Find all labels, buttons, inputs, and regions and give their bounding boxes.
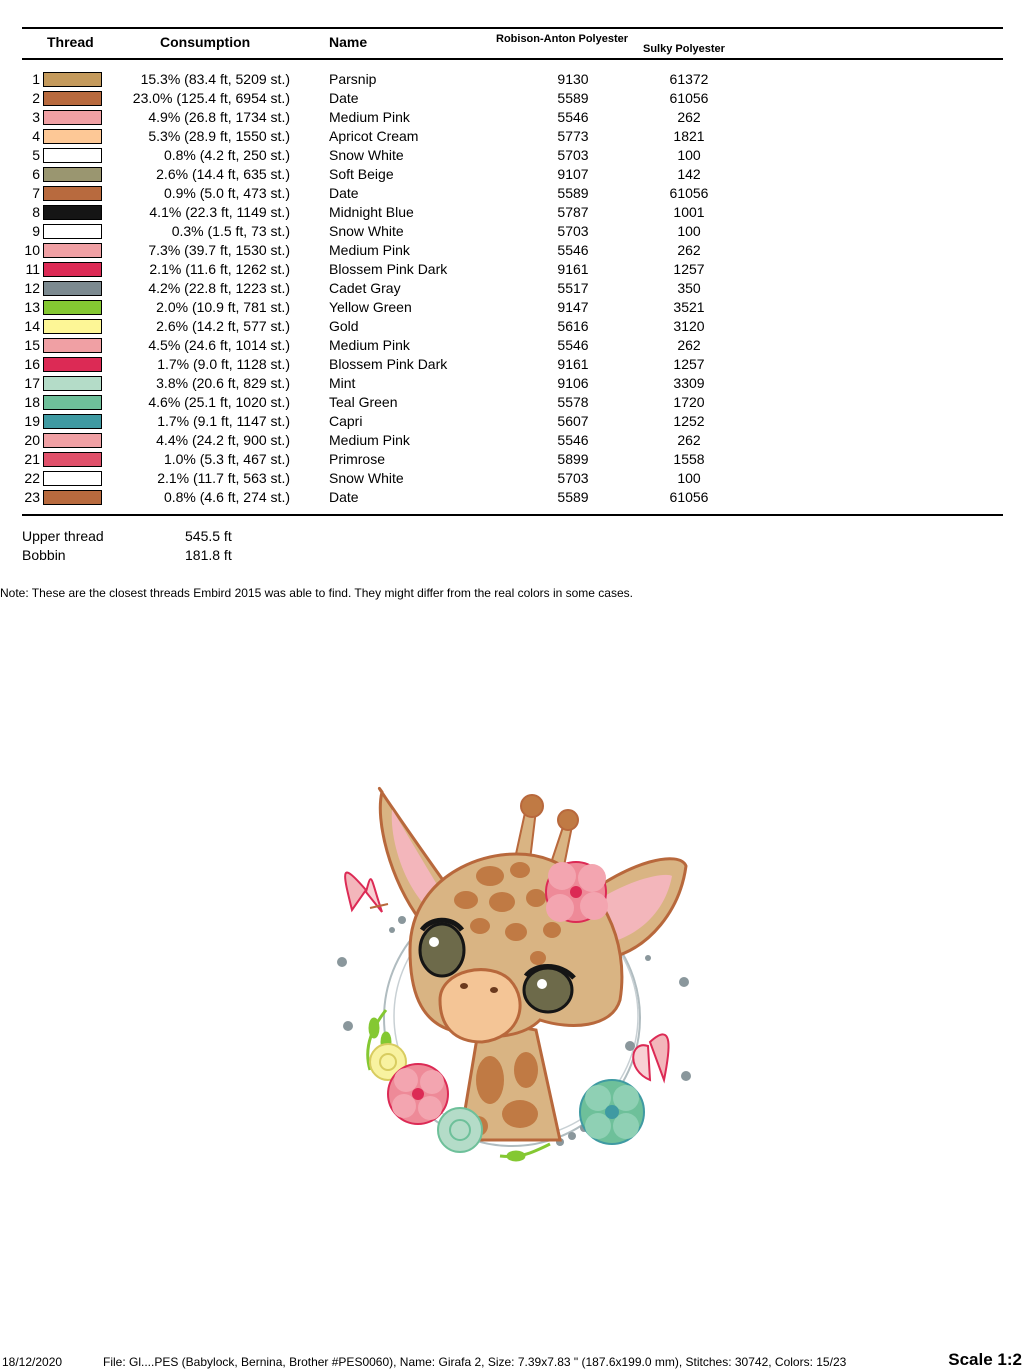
color-swatch: [43, 262, 102, 277]
row-name: Midnight Blue: [329, 204, 414, 220]
row-robison: 5616: [557, 318, 589, 334]
row-robison: 5546: [557, 432, 589, 448]
color-swatch: [43, 338, 102, 353]
row-name: Medium Pink: [329, 432, 410, 448]
right-eye: [524, 968, 572, 1012]
row-number: 21: [24, 451, 40, 467]
row-sulky: 262: [677, 109, 701, 125]
bobbin-value: 181.8 ft: [185, 547, 232, 563]
row-number: 9: [32, 223, 40, 239]
row-name: Snow White: [329, 223, 404, 239]
color-swatch: [43, 167, 102, 182]
color-swatch: [43, 72, 102, 87]
color-swatch: [43, 395, 102, 410]
row-name: Apricot Cream: [329, 128, 419, 144]
row-number: 3: [32, 109, 40, 125]
header-sulky: Sulky Polyester: [643, 43, 725, 55]
row-robison: 9106: [557, 375, 589, 391]
row-sulky: 262: [677, 242, 701, 258]
row-sulky: 1821: [673, 128, 705, 144]
row-robison: 5787: [557, 204, 589, 220]
color-swatch: [43, 471, 102, 486]
teal-flower: [580, 1080, 644, 1144]
row-name: Date: [329, 489, 359, 505]
row-robison: 9147: [557, 299, 589, 315]
row-name: Medium Pink: [329, 242, 410, 258]
row-robison: 9161: [557, 261, 589, 277]
color-swatch: [43, 319, 102, 334]
row-robison: 9161: [557, 356, 589, 372]
row-consumption: 4.4% (24.2 ft, 900 st.): [156, 432, 290, 448]
row-sulky: 1558: [673, 451, 705, 467]
row-name: Date: [329, 90, 359, 106]
table-top-rule: [22, 27, 1003, 29]
color-swatch: [43, 300, 102, 315]
row-robison: 5546: [557, 242, 589, 258]
table-bottom-rule: [22, 514, 1003, 516]
color-swatch: [43, 414, 102, 429]
right-eye-highlight: [537, 979, 547, 989]
color-swatch: [43, 281, 102, 296]
row-sulky: 3309: [673, 375, 705, 391]
row-sulky: 100: [677, 147, 701, 163]
row-robison: 5899: [557, 451, 589, 467]
color-swatch: [43, 243, 102, 258]
right-nostril: [490, 987, 498, 993]
row-number: 23: [24, 489, 40, 505]
row-consumption: 1.0% (5.3 ft, 467 st.): [163, 451, 290, 467]
row-name: Primrose: [329, 451, 386, 467]
row-sulky: 3521: [673, 299, 705, 315]
row-name: Cadet Gray: [329, 280, 401, 296]
row-robison: 9107: [557, 166, 589, 182]
row-number: 18: [24, 394, 40, 410]
row-name: Gold: [329, 318, 359, 334]
row-consumption: 23.0% (125.4 ft, 6954 st.): [132, 90, 290, 106]
row-robison: 5517: [557, 280, 589, 296]
bobbin-label: Bobbin: [22, 547, 66, 563]
table-header-rule: [22, 58, 1003, 60]
row-consumption: 2.6% (14.2 ft, 577 st.): [156, 318, 290, 334]
row-sulky: 1252: [673, 413, 705, 429]
mint-rose: [438, 1108, 482, 1152]
row-robison: 5703: [557, 147, 589, 163]
color-swatch: [43, 148, 102, 163]
row-consumption: 5.3% (28.9 ft, 1550 st.): [148, 128, 290, 144]
right-horn-tip: [558, 810, 578, 830]
row-sulky: 61056: [669, 90, 709, 106]
row-number: 13: [24, 299, 40, 315]
left-eye-highlight: [429, 937, 439, 947]
row-name: Parsnip: [329, 71, 377, 87]
row-sulky: 61372: [669, 71, 709, 87]
header-thread: Thread: [47, 34, 94, 50]
row-name: Snow White: [329, 147, 404, 163]
left-eye: [420, 924, 464, 976]
row-sulky: 3120: [673, 318, 705, 334]
row-consumption: 1.7% (9.1 ft, 1147 st.): [157, 413, 290, 429]
color-swatch: [43, 186, 102, 201]
left-butterfly: [345, 873, 388, 912]
row-consumption: 4.9% (26.8 ft, 1734 st.): [148, 109, 290, 125]
row-consumption: 1.7% (9.0 ft, 1128 st.): [157, 356, 290, 372]
row-robison: 5546: [557, 337, 589, 353]
row-sulky: 1257: [673, 261, 705, 277]
row-robison: 5703: [557, 223, 589, 239]
row-name: Soft Beige: [329, 166, 394, 182]
color-swatch: [43, 224, 102, 239]
upper-thread-value: 545.5 ft: [185, 528, 232, 544]
row-consumption: 4.5% (24.6 ft, 1014 st.): [148, 337, 290, 353]
row-name: Blossem Pink Dark: [329, 356, 448, 372]
row-name: Medium Pink: [329, 109, 410, 125]
row-robison: 5703: [557, 470, 589, 486]
row-number: 11: [25, 261, 40, 277]
row-robison: 5607: [557, 413, 589, 429]
row-number: 6: [32, 166, 40, 182]
pink-flower-bottom: [388, 1064, 448, 1124]
row-consumption: 2.6% (14.4 ft, 635 st.): [156, 166, 290, 182]
row-name: Teal Green: [329, 394, 398, 410]
row-number: 15: [24, 337, 40, 353]
row-number: 4: [32, 128, 40, 144]
row-consumption: 3.8% (20.6 ft, 829 st.): [156, 375, 290, 391]
row-consumption: 0.8% (4.6 ft, 274 st.): [163, 489, 290, 505]
row-number: 12: [24, 280, 40, 296]
header-name: Name: [329, 34, 368, 50]
row-sulky: 61056: [669, 489, 709, 505]
row-consumption: 0.8% (4.2 ft, 250 st.): [163, 147, 290, 163]
row-sulky: 1001: [673, 204, 705, 220]
color-swatch: [43, 433, 102, 448]
scale-label: Scale 1:2: [948, 1350, 1022, 1369]
row-number: 17: [24, 375, 40, 391]
color-swatch: [43, 91, 102, 106]
footer-file-info: File: Gl....PES (Babylock, Bernina, Brother #PES0060), Name: Girafa 2, Size: 7.39x7.83 " (187.6x199.0 mm), Stitches: 30742, Colors: 15/23: [103, 1355, 847, 1369]
row-number: 2: [32, 90, 40, 106]
row-number: 1: [32, 71, 40, 87]
row-sulky: 100: [677, 470, 701, 486]
row-sulky: 1257: [673, 356, 705, 372]
row-consumption: 2.1% (11.6 ft, 1262 st.): [149, 261, 290, 277]
disclaimer-note: Note: These are the closest threads Embird 2015 was able to find. They might differ from the real colors in some cases.: [0, 586, 633, 600]
row-sulky: 350: [677, 280, 701, 296]
left-horn-tip: [521, 795, 543, 817]
color-swatch: [43, 129, 102, 144]
row-consumption: 2.1% (11.7 ft, 563 st.): [157, 470, 290, 486]
color-swatch: [43, 357, 102, 372]
row-number: 22: [24, 470, 40, 486]
footer-date: 18/12/2020: [2, 1355, 63, 1369]
row-name: Capri: [329, 413, 363, 429]
row-consumption: 2.0% (10.9 ft, 781 st.): [156, 299, 290, 315]
row-consumption: 7.3% (39.7 ft, 1530 st.): [148, 242, 290, 258]
color-swatch: [43, 110, 102, 125]
row-name: Blossem Pink Dark: [329, 261, 448, 277]
left-nostril: [460, 983, 468, 989]
row-sulky: 61056: [669, 185, 709, 201]
row-name: Mint: [329, 375, 356, 391]
row-robison: 5589: [557, 185, 589, 201]
color-swatch: [43, 490, 102, 505]
color-swatch: [43, 205, 102, 220]
row-name: Medium Pink: [329, 337, 410, 353]
row-sulky: 262: [677, 337, 701, 353]
row-number: 14: [24, 318, 40, 334]
left-ear-inner: [392, 810, 438, 902]
row-consumption: 15.3% (83.4 ft, 5209 st.): [140, 71, 290, 87]
row-number: 5: [32, 147, 40, 163]
row-sulky: 262: [677, 432, 701, 448]
row-number: 16: [24, 356, 40, 372]
row-consumption: 0.3% (1.5 ft, 73 st.): [171, 223, 290, 239]
header-robison: Robison-Anton Polyester: [496, 33, 629, 45]
row-sulky: 142: [677, 166, 701, 182]
row-consumption: 0.9% (5.0 ft, 473 st.): [163, 185, 290, 201]
row-consumption: 4.1% (22.3 ft, 1149 st.): [149, 204, 290, 220]
row-number: 20: [24, 432, 40, 448]
head-flower: [546, 862, 608, 922]
row-number: 19: [24, 413, 40, 429]
row-robison: 5578: [557, 394, 589, 410]
row-number: 7: [32, 185, 40, 201]
row-name: Yellow Green: [329, 299, 412, 315]
row-robison: 5773: [557, 128, 589, 144]
color-swatch: [43, 376, 102, 391]
snout: [440, 970, 520, 1042]
row-sulky: 100: [677, 223, 701, 239]
embroidery-design-preview: [330, 780, 700, 1170]
header-consumption: Consumption: [160, 34, 251, 50]
row-robison: 9130: [557, 71, 589, 87]
row-consumption: 4.6% (25.1 ft, 1020 st.): [148, 394, 290, 410]
row-sulky: 1720: [673, 394, 705, 410]
color-swatch: [43, 452, 102, 467]
row-robison: 5589: [557, 90, 589, 106]
row-consumption: 4.2% (22.8 ft, 1223 st.): [148, 280, 290, 296]
row-name: Snow White: [329, 470, 404, 486]
row-robison: 5546: [557, 109, 589, 125]
upper-thread-label: Upper thread: [22, 528, 104, 544]
row-number: 8: [32, 204, 40, 220]
row-name: Date: [329, 185, 359, 201]
row-number: 10: [24, 242, 40, 258]
row-robison: 5589: [557, 489, 589, 505]
